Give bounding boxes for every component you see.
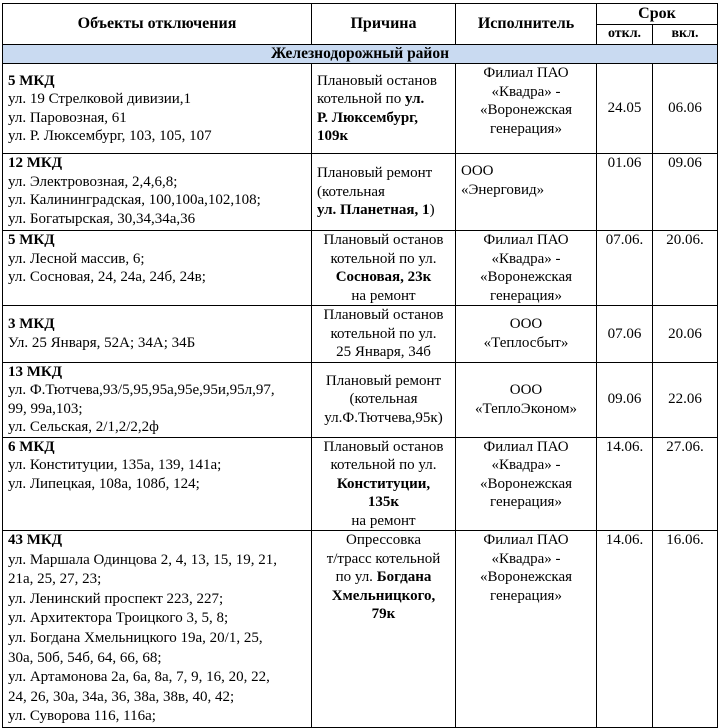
object-title: 13 МКД <box>8 363 63 380</box>
header-objects: Объекты отключения <box>3 4 312 45</box>
table-row <box>3 64 718 154</box>
reason-text-bold: 79к <box>371 606 396 622</box>
object-title: 6 МКД <box>8 438 55 455</box>
reason-text-bold: Хмельницкого, <box>331 587 436 604</box>
address-line: 30а, 50б, 54б, 64, 66, 68; <box>8 649 162 666</box>
on-date: 06.06 <box>653 64 718 154</box>
address-line: ул. Артамонова 2а, 6а, 8а, 7, 9, 16, 20, 22, <box>8 669 270 686</box>
address-line: ул. Сельская, 2/1,2/2,2ф <box>8 419 159 435</box>
reason-text: ) <box>429 202 435 219</box>
district-name: Железнодорожный район <box>3 44 718 64</box>
on-date: 20.06 <box>653 306 718 363</box>
address-line: ул. Ленинский проспект 223, 227; <box>8 590 224 607</box>
address-line: 21а, 25, 27, 23; <box>8 571 102 588</box>
object-title: 43 МКД <box>8 532 63 548</box>
executor-text: ООО <box>509 382 543 398</box>
district-row <box>3 44 718 64</box>
executor-cell <box>456 231 597 306</box>
executor-text: генерация» <box>490 120 562 137</box>
address-line: ул. Калининградская, 100,100а,102,108; <box>8 192 261 208</box>
table-row <box>3 306 718 363</box>
executor-text: «Теплосбыт» <box>483 334 569 351</box>
executor-text: ООО <box>509 316 543 333</box>
table-row <box>3 362 718 437</box>
reason-text-bold: 135к <box>367 494 400 510</box>
table-row <box>3 231 718 306</box>
objects-cell <box>3 231 312 306</box>
on-date: 22.06 <box>653 362 718 437</box>
object-title: 5 МКД <box>8 232 55 248</box>
address-line: 24, 26, 30а, 34а, 36, 38а, 38в, 40, 42; <box>8 688 235 705</box>
off-date: 07.06. <box>597 231 653 306</box>
address-line: Ул. 25 Января, 52А; 34А; 34Б <box>8 334 196 351</box>
reason-text: Плановый останов <box>323 232 444 248</box>
address-line: ул. Ф.Тютчева,93/5,95,95а,95е,95и,95л,97, <box>8 382 275 398</box>
reason-text-bold: 109к <box>317 128 349 144</box>
reason-text-bold: ул. Планетная, 1 <box>317 202 430 219</box>
executor-text: «Энерговид» <box>461 181 545 198</box>
address-line: ул. Богдана Хмельницкого 19а, 20/1, 25, <box>8 629 263 646</box>
reason-text: Плановый останов <box>317 72 437 89</box>
reason-text: на ремонт <box>351 512 416 529</box>
reason-cell <box>312 231 456 306</box>
reason-text-bold: ул. <box>404 91 425 107</box>
executor-cell <box>456 154 597 231</box>
reason-text: на ремонт <box>351 287 416 304</box>
reason-text: котельной по ул. <box>330 325 437 342</box>
objects-cell <box>3 437 312 531</box>
off-date: 09.06 <box>597 362 653 437</box>
executor-text: Филиал ПАО <box>483 532 569 548</box>
table-row <box>3 154 718 231</box>
address-line: ул. Конституции, 135а, 139, 141а; <box>8 457 222 473</box>
reason-text: Опрессовка <box>345 532 421 548</box>
executor-text: Филиал ПАО <box>483 438 569 455</box>
address-line: ул. Архитектора Троицкого 3, 5, 8; <box>8 610 229 627</box>
reason-text: по ул. <box>335 569 377 585</box>
header-executor: Исполнитель <box>456 4 597 45</box>
off-date: 14.06. <box>597 531 653 728</box>
executor-cell <box>456 362 597 437</box>
executor-text: Филиал ПАО <box>483 232 569 248</box>
reason-text-bold: Конституции, <box>336 475 431 492</box>
executor-text: «Квадра» - <box>491 550 561 567</box>
table-row <box>3 531 718 728</box>
off-date: 24.05 <box>597 64 653 154</box>
reason-text-bold: Богдана <box>376 569 432 585</box>
executor-text: «Воронежская <box>479 475 573 492</box>
executor-cell <box>456 437 597 531</box>
executor-text: «Воронежская <box>479 102 573 118</box>
reason-cell <box>312 531 456 728</box>
reason-cell <box>312 362 456 437</box>
reason-text: Плановый останов <box>323 438 444 455</box>
objects-cell <box>3 362 312 437</box>
outage-table <box>2 3 718 728</box>
address-line: ул. Липецкая, 108а, 108б, 124; <box>8 475 200 492</box>
objects-cell <box>3 531 312 728</box>
reason-text: Плановый ремонт <box>317 165 433 182</box>
reason-text: Плановый ремонт <box>325 372 442 389</box>
address-line: ул. Паровозная, 61 <box>8 109 127 126</box>
reason-text: ул.Ф.Тютчева,95к) <box>324 409 443 426</box>
address-line: 99, 99а,103; <box>8 400 83 417</box>
address-line: ул. 19 Стрелковой дивизии,1 <box>8 91 192 107</box>
address-line: ул. Сосновая, 24, 24а, 24б, 24в; <box>8 269 206 285</box>
address-line: ул. Маршала Одинцова 2, 4, 13, 15, 19, 21, <box>8 551 277 568</box>
on-date: 20.06. <box>653 231 718 306</box>
executor-text: Филиал ПАО <box>483 65 569 81</box>
reason-text: т/трасс котельной <box>326 550 441 567</box>
reason-text: 25 Января, 34б <box>336 344 431 360</box>
executor-text: «Воронежская <box>479 269 573 285</box>
objects-cell <box>3 64 312 154</box>
reason-text-bold: Сосновая, 23к <box>335 269 432 285</box>
executor-text: «ТеплоЭконом» <box>475 400 577 417</box>
object-title: 5 МКД <box>8 72 55 89</box>
header-term: Срок <box>597 4 718 25</box>
executor-text: генерация» <box>490 287 562 304</box>
address-line: ул. Лесной массив, 6; <box>8 250 145 267</box>
off-date: 14.06. <box>597 437 653 531</box>
executor-text: «Воронежская <box>479 569 573 585</box>
off-date: 01.06 <box>597 154 653 231</box>
executor-text: «Квадра» - <box>491 250 561 267</box>
table-row <box>3 437 718 531</box>
object-title: 12 МКД <box>8 155 63 171</box>
object-title: 3 МКД <box>8 316 55 333</box>
header-off: откл. <box>597 25 653 45</box>
reason-cell <box>312 64 456 154</box>
reason-text: котельной по <box>317 91 405 107</box>
off-date: 07.06 <box>597 306 653 363</box>
reason-cell <box>312 306 456 363</box>
header-on: вкл. <box>653 25 718 45</box>
executor-cell <box>456 64 597 154</box>
on-date: 16.06. <box>653 531 718 728</box>
on-date: 09.06 <box>653 154 718 231</box>
executor-cell <box>456 531 597 728</box>
reason-text-bold: Р. Люксембург, <box>317 109 419 126</box>
objects-cell <box>3 154 312 231</box>
address-line: ул. Богатырская, 30,34,34а,36 <box>8 210 196 227</box>
address-line: ул. Р. Люксембург, 103, 105, 107 <box>8 128 212 144</box>
reason-text: (котельная <box>349 391 418 408</box>
reason-text: (котельная <box>317 183 385 200</box>
reason-text: котельной по ул. <box>330 457 437 473</box>
objects-cell <box>3 306 312 363</box>
reason-text: котельной по ул. <box>330 250 437 267</box>
reason-cell <box>312 437 456 531</box>
reason-cell <box>312 154 456 231</box>
header-reason: Причина <box>312 4 456 45</box>
executor-text: ООО <box>461 163 494 179</box>
executor-text: генерация» <box>490 494 562 510</box>
reason-text: Плановый останов <box>323 307 444 323</box>
on-date: 27.06. <box>653 437 718 531</box>
executor-text: «Квадра» - <box>491 457 561 473</box>
executor-text: «Квадра» - <box>491 83 561 100</box>
executor-text: генерация» <box>490 587 562 604</box>
address-line: ул. Суворова 116, 116а; <box>8 708 156 725</box>
address-line: ул. Электровозная, 2,4,6,8; <box>8 173 178 190</box>
header-row <box>3 4 718 25</box>
executor-cell <box>456 306 597 363</box>
